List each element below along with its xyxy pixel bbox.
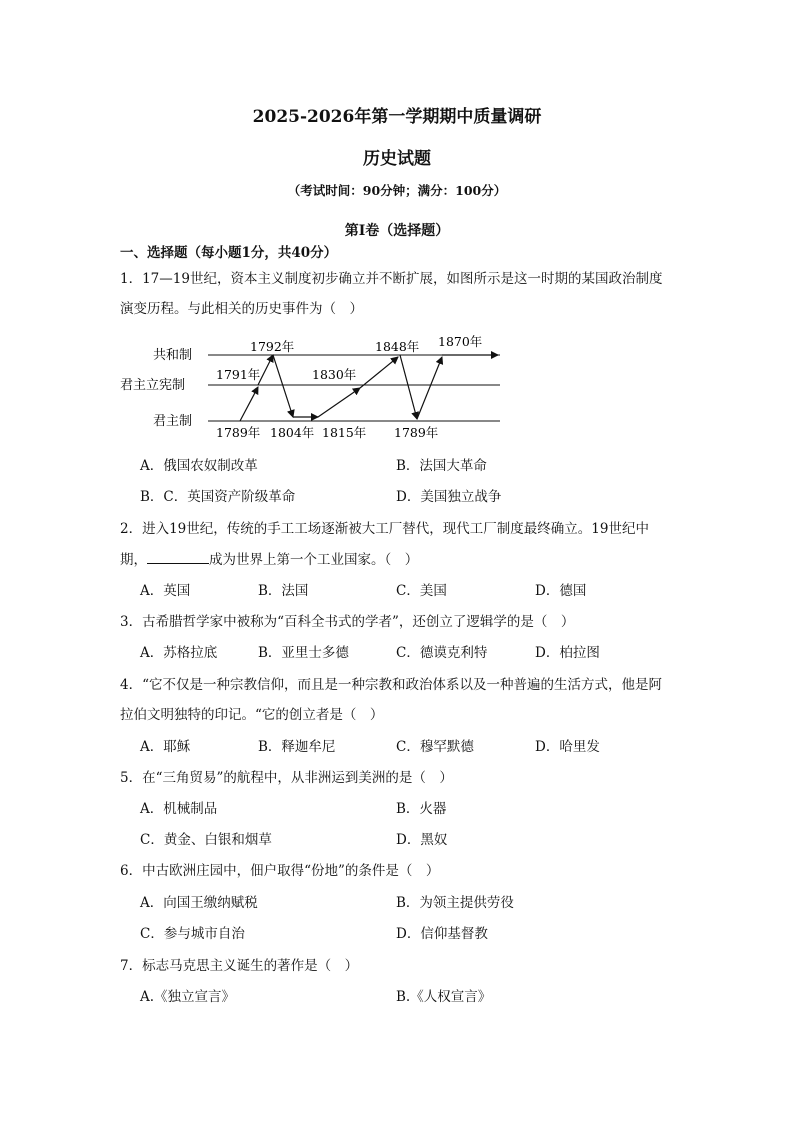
q4-option-d: D．哈里发 — [535, 739, 600, 755]
year-label-1792: 1792年 — [250, 339, 295, 354]
question-1-line-1: 1．17—19世纪，资本主义制度初步确立并不断扩展，如图所示是这一时期的某国政治制度 — [120, 271, 663, 287]
q3-option-d: D．柏拉图 — [535, 645, 600, 661]
q3-option-b: B．亚里士多德 — [258, 645, 349, 661]
question-4-line-1: 4．“它不仅是一种宗教信仰，而且是一种宗教和政治体系以及一种普遍的生活方式，他是阿 — [120, 677, 662, 693]
q2-option-c: C．美国 — [396, 583, 447, 599]
year-label-1830: 1830年 — [312, 367, 357, 382]
q7-option-a: A.《独立宣言》 — [140, 989, 236, 1005]
question-3-line-1: 3．古希腊哲学家中被称为“百科全书式的学者”，还创立了逻辑学的是（ ） — [120, 614, 575, 630]
q1-option-b: B．法国大革命 — [396, 458, 487, 474]
q6-option-d: D．信仰基督教 — [396, 926, 488, 942]
level-label-constitutional: 君主立宪制 — [120, 378, 186, 393]
q1-option-d: D．美国独立战争 — [396, 489, 502, 505]
q4-option-c: C．穆罕默德 — [396, 739, 474, 755]
q7-option-b: B.《人权宣言》 — [396, 989, 492, 1005]
political-system-diagram — [120, 333, 510, 445]
q2-option-b: B．法国 — [258, 583, 309, 599]
year-label-1789a: 1789年 — [216, 425, 261, 440]
question-5-line-1: 5．在“三角贸易”的航程中，从非洲运到美洲的是（ ） — [120, 770, 453, 786]
q5-option-c: C．黄金、白银和烟草 — [140, 832, 272, 848]
volume-heading: 第Ⅰ卷（选择题） — [344, 223, 450, 239]
q5-option-b: B．火器 — [396, 801, 447, 817]
question-1-line-2: 演变历程。与此相关的历史事件为（ ） — [120, 301, 363, 317]
answer-blank — [147, 551, 209, 564]
year-label-1815: 1815年 — [322, 425, 367, 440]
year-label-1848: 1848年 — [375, 339, 420, 354]
q5-option-a: A．机械制品 — [140, 801, 218, 817]
q6-option-c: C．参与城市自治 — [140, 926, 245, 942]
q6-option-b: B．为领主提供劳役 — [396, 895, 514, 911]
subject-title: 历史试题 — [363, 149, 431, 169]
question-6-line-1: 6．中古欧洲庄园中，佃户取得“份地”的条件是（ ） — [120, 863, 440, 879]
exam-info: （考试时间：90分钟；满分：100分） — [287, 183, 507, 198]
q1-option-a: A．俄国农奴制改革 — [140, 458, 258, 474]
year-label-1804: 1804年 — [270, 425, 315, 440]
q6-option-a: A．向国王缴纳赋税 — [140, 895, 258, 911]
q2-option-a: A．英国 — [140, 583, 191, 599]
question-2-line-2: 期， 成为世界上第一个工业国家。（ ） — [120, 552, 419, 568]
q2-option-d: D．德国 — [535, 583, 587, 599]
level-label-republic: 共和制 — [153, 348, 193, 363]
q3-option-a: A．苏格拉底 — [140, 645, 218, 661]
year-label-1870: 1870年 — [438, 334, 483, 349]
year-label-1791: 1791年 — [216, 367, 261, 382]
q3-option-c: C．德谟克利特 — [396, 645, 488, 661]
q4-option-b: B．释迦牟尼 — [258, 739, 336, 755]
question-4-line-2: 拉伯文明独特的印记。“它的创立者是（ ） — [120, 707, 384, 723]
exam-title: 2025-2026年第一学期期中质量调研 — [252, 107, 542, 127]
q4-option-a: A．耶稣 — [140, 739, 191, 755]
part-heading: 一、选择题（每小题1分，共40分） — [120, 245, 338, 261]
level-label-monarchy: 君主制 — [153, 414, 193, 429]
trajectory-arrows — [240, 355, 498, 421]
q1-option-c: B．C．英国资产阶级革命 — [140, 489, 296, 505]
question-7-line-1: 7．标志马克思主义诞生的著作是（ ） — [120, 958, 359, 974]
year-label-1789b: 1789年 — [394, 425, 439, 440]
question-2-line-1: 2．进入19世纪，传统的手工工场逐渐被大工厂替代，现代工厂制度最终确立。19世纪中 — [120, 521, 649, 537]
q5-option-d: D．黑奴 — [396, 832, 448, 848]
